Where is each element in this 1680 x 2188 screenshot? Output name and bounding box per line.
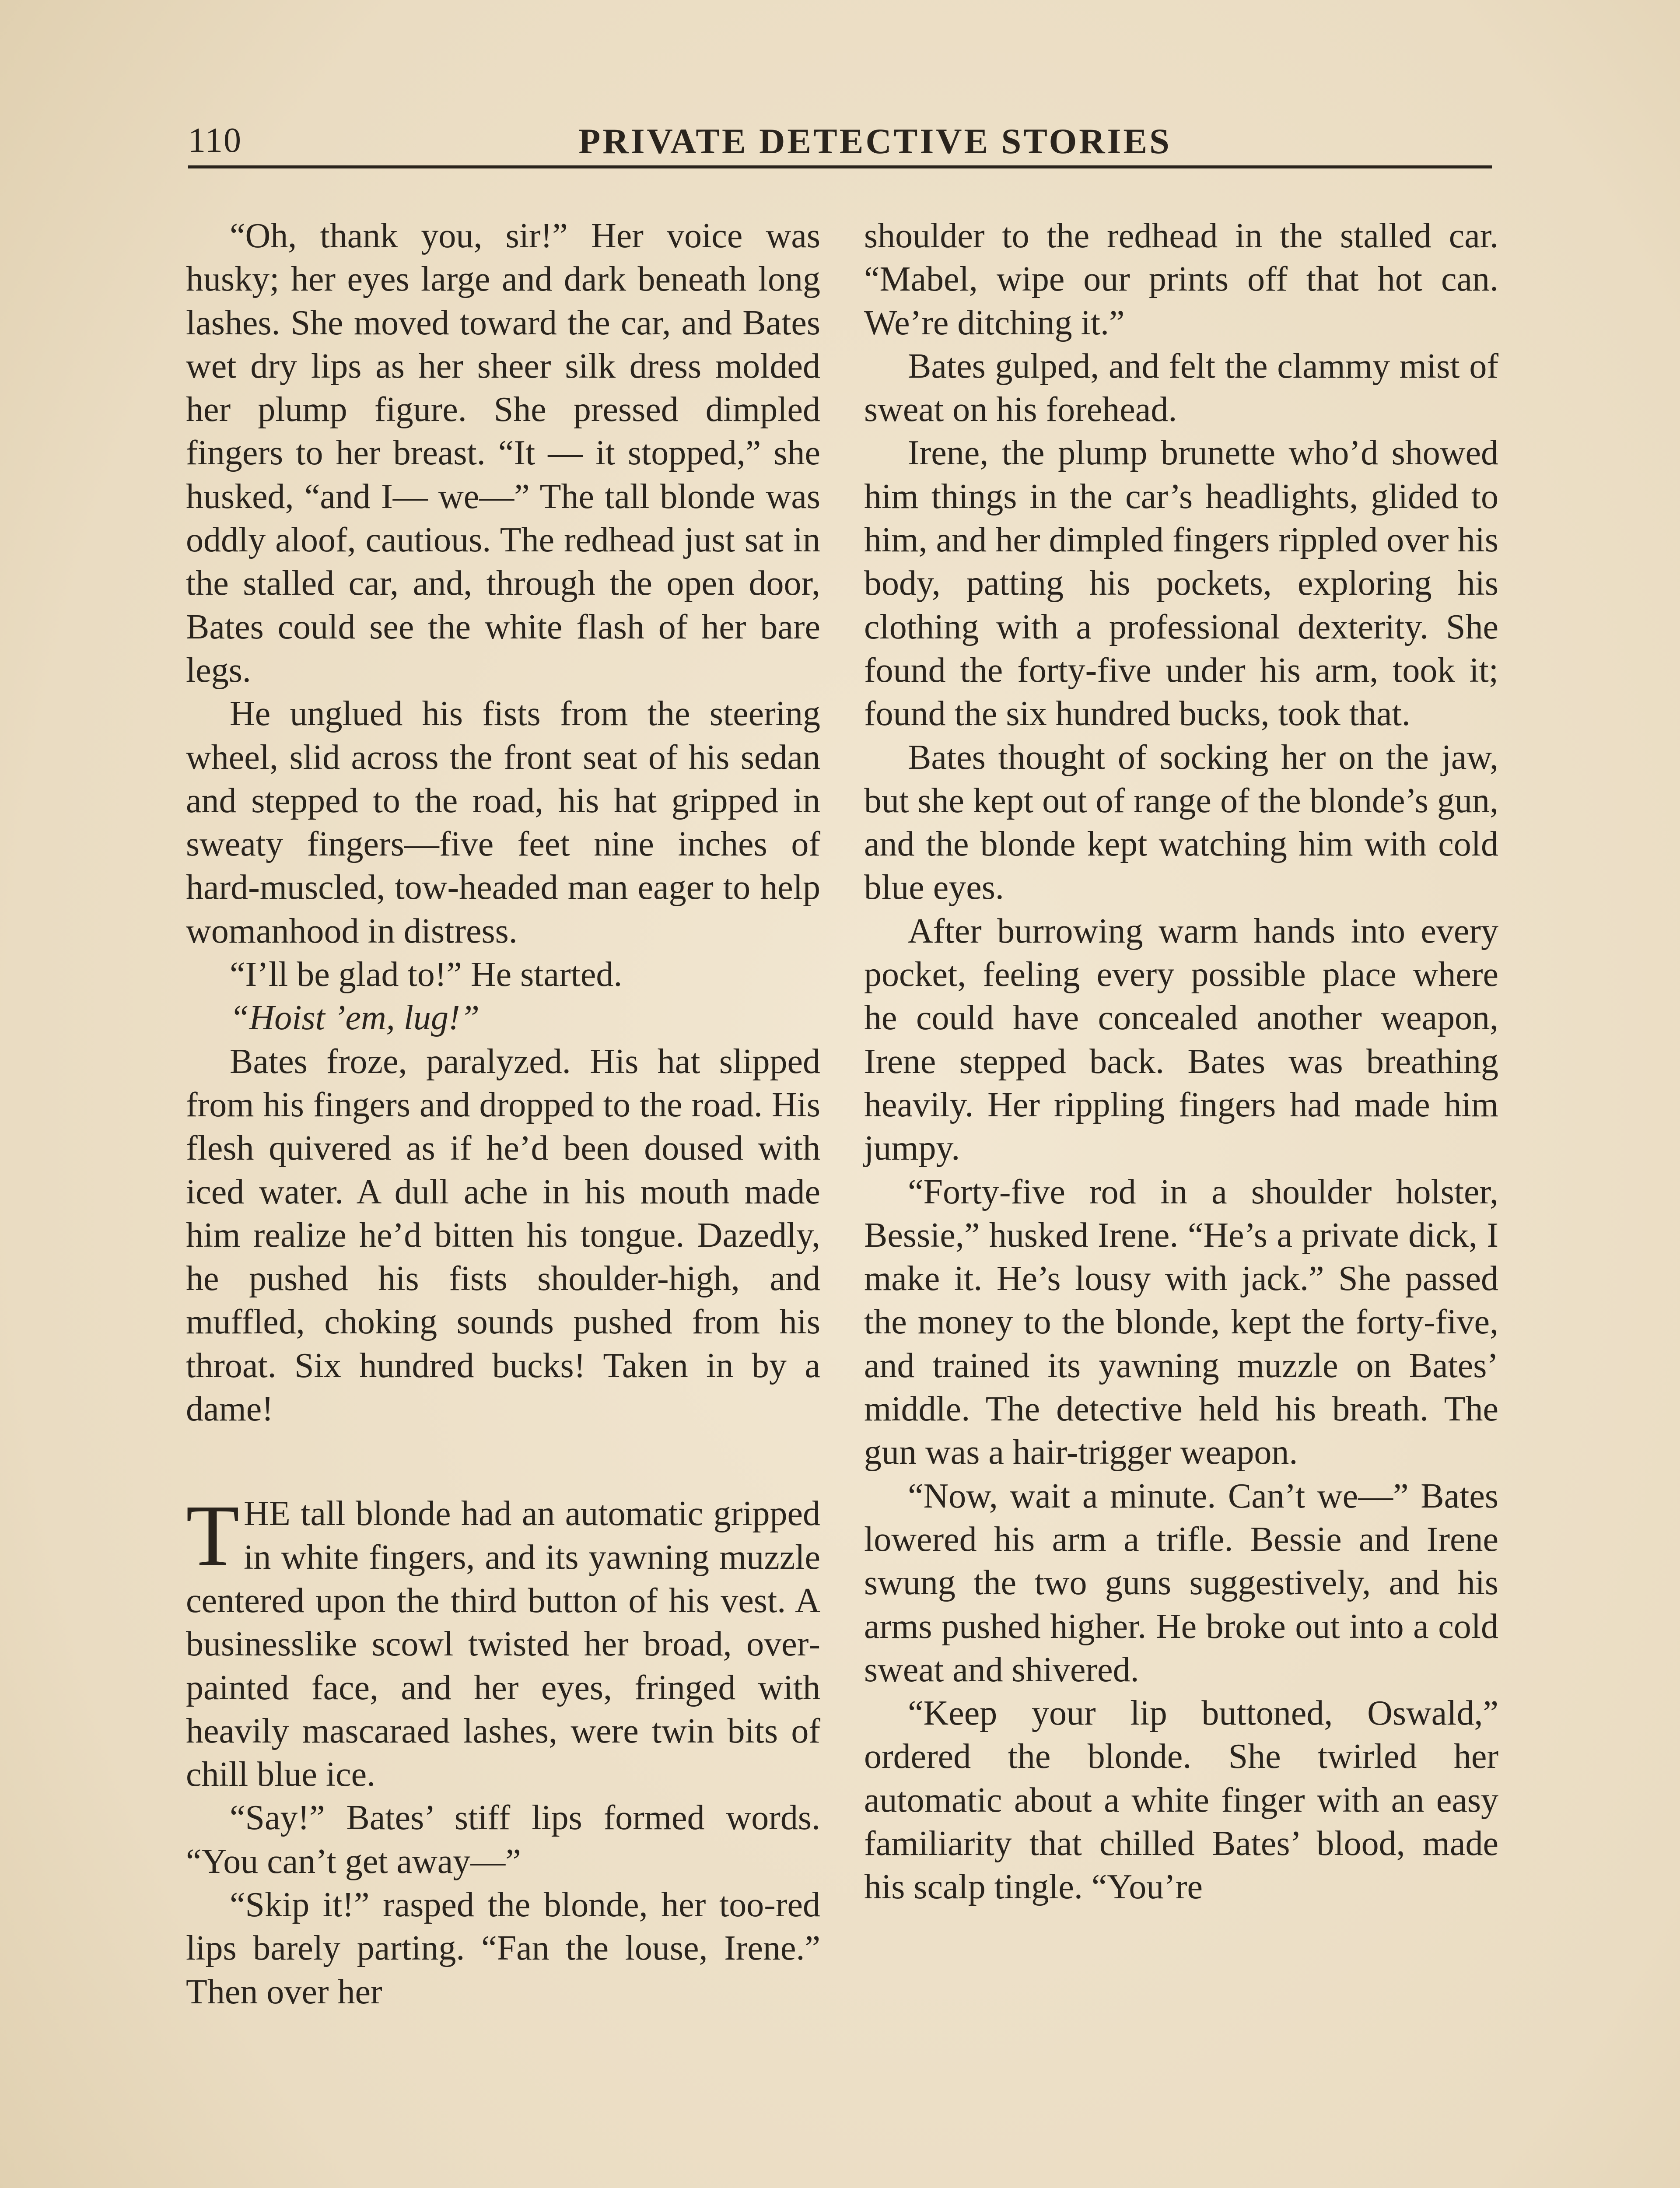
- paragraph-italic: “Hoist ’em, lug!”: [230, 999, 480, 1038]
- left-column: [186, 214, 820, 2014]
- right-column: [864, 214, 1498, 1909]
- running-title: PRIVATE DETECTIVE STORIES: [578, 121, 1172, 161]
- paragraph: Bates gulped, and felt the clammy mist of sweat on his forehead.: [864, 347, 1498, 429]
- paragraph-continued: shoulder to the redhead in the stalled car. “Mabel, wipe our prints off that hot can. We’re ditching it.”: [864, 217, 1498, 342]
- paragraph: “Now, wait a minute. Can’t we—” Bates lowered his arm a trifle. Bessie and Irene swung the two guns suggestively, and his arms pushed higher. He broke out into a cold sweat and shivered.: [864, 1476, 1498, 1689]
- section-start-text: HE tall blonde had an automatic gripped in white fingers, and its yawning muzzle centered upon the third button of his vest. A businesslike scowl twisted her broad, overpainted face, and her eyes, fringed with heavily mascaraed lashes, were twin bits of chill blue ice.: [186, 1494, 820, 1794]
- paragraph: He unglued his fists from the steering wheel, slid across the front seat of his sedan and stepped to the road, his hat gripped in sweaty fingers—five feet nine inches of hard-muscled, tow-headed man eager to help womanhood in distress.: [186, 694, 820, 950]
- paragraph: Irene, the plump brunette who’d showed him things in the car’s headlights, glided to him, and her dimpled fingers rippled over his body, patting his pockets, exploring his clothing with a professional dexterity. She found the forty-five under his arm, took it; found the six hundred bucks, took that.: [864, 434, 1498, 733]
- page-number: 110: [188, 121, 242, 160]
- paragraph: Bates thought of socking her on the jaw, but she kept out of range of the blonde’s gun, and the blonde kept watching him with cold blue eyes.: [864, 738, 1498, 907]
- drop-cap: T: [186, 1487, 240, 1585]
- paragraph: “Say!” Bates’ stiff lips formed words. “You can’t get away—”: [186, 1799, 820, 1881]
- paragraph: “Oh, thank you, sir!” Her voice was husky; her eyes large and dark beneath long lashes. She moved toward the car, and Bates wet dry lips as her sheer silk dress molded her plump figure. She pressed dimpled fingers to her breast. “It — it stopped,” she husked, “and I— we—” The tall blonde was oddly aloof, cautious. The redhead just sat in the stalled car, and, through the open door, Bates could see the white flash of her bare legs.: [186, 217, 820, 690]
- paragraph: “Skip it!” rasped the blonde, her too-red lips barely parting. “Fan the louse, Irene.” Then over her: [186, 1885, 820, 2011]
- page-header: [188, 117, 1492, 168]
- paragraph: “Forty-five rod in a shoulder holster, Bessie,” husked Irene. “He’s a private dick, I make it. He’s lousy with jack.” She passed the money to the blonde, kept the forty-five, and trained its yawning muzzle on Bates’ middle. The detective held his breath. The gun was a hair-trigger weapon.: [864, 1172, 1498, 1472]
- section-start-paragraph: [186, 1487, 820, 1796]
- paragraph: “I’ll be glad to!” He started.: [230, 955, 623, 994]
- paragraph: “Keep your lip buttoned, Oswald,” ordered the blonde. She twirled her automatic about a white finger with an easy familiarity that chilled Bates’ blood, made his scalp tingle. “You’re: [864, 1694, 1498, 1907]
- paragraph: After burrowing warm hands into every pocket, feeling every possible place where he could have concealed another weapon, Irene stepped back. Bates was breathing heavily. Her rippling fingers had made him jumpy.: [864, 912, 1498, 1168]
- paragraph: Bates froze, paralyzed. His hat slipped from his fingers and dropped to the road. His flesh quivered as if he’d been doused with iced water. A dull ache in his mouth made him realize he’d bitten his tongue. Dazedly, he pushed his fists shoulder-high, and muffled, choking sounds pushed from his throat. Six hundred bucks! Taken in by a dame!: [186, 1042, 820, 1429]
